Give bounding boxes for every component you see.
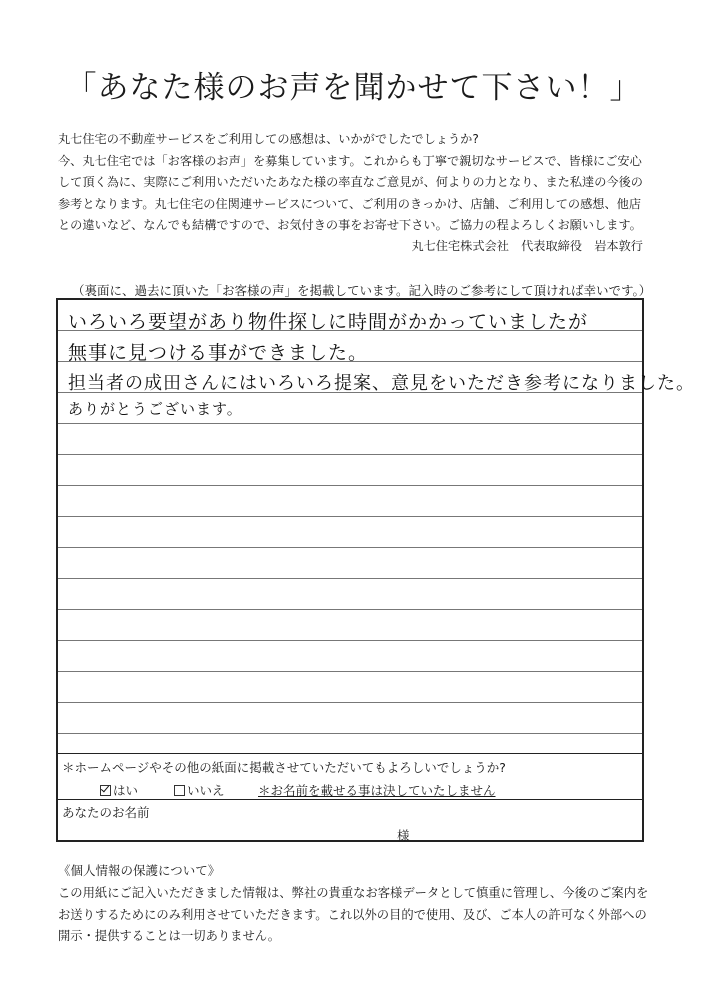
ruled-line: [58, 547, 642, 548]
ruled-line: [58, 640, 642, 641]
ruled-line: [58, 702, 642, 703]
checkbox-checked-icon[interactable]: [100, 785, 111, 796]
publish-consent-question: ＊ホームページやその他の紙面に掲載させていただいてもよろしいでしょうか?: [62, 760, 506, 775]
page-title: 「あなた様のお声を聞かせて下さい！」: [65, 70, 642, 106]
reference-note: （裏面に、過去に頂いた「お客様の声」を掲載しています。記入時のご参考にして頂ければ幸いです。）: [72, 283, 652, 298]
consent-yes-option[interactable]: [100, 781, 138, 799]
ruled-line: [58, 485, 642, 486]
ruled-line: [58, 733, 642, 734]
intro-line: との違いなど、なんでも結構ですので、お気付きの事をお寄せ下さい。ご協力の程よろしくお願いします。: [58, 218, 642, 232]
ruled-line: [58, 423, 642, 424]
intro-line: 今、丸七住宅では「お客様のお声」を募集しています。これからも丁寧で親切なサービスで、皆様にご安心: [58, 153, 642, 168]
ruled-line: [58, 578, 642, 579]
privacy-line: この用紙にご記入いただきました情報は、弊社の貴重なお客様データとして慎重に管理し、今後のご案内を: [58, 886, 649, 900]
intro-line: 丸七住宅の不動産サービスをご利用しての感想は、いかがでしたでしょうか?: [58, 132, 479, 146]
handwritten-line: いろいろ要望があり物件探しに時間がかかっていましたが: [68, 311, 589, 333]
consent-no-label: いいえ: [187, 783, 225, 798]
intro-line: 参考となります。丸七住宅の住関連サービスについて、ご利用のきっかけ、店舗、ご利用しての感想、他店: [58, 196, 642, 211]
name-privacy-note: ＊お名前を載せる事は決していたしません: [258, 783, 496, 798]
checkbox-icon[interactable]: [174, 785, 185, 796]
ruled-line: [58, 454, 642, 455]
consent-yes-label: はい: [113, 783, 139, 798]
name-label: あなたのお名前: [62, 805, 150, 820]
intro-line: して頂く為に、実際にご利用いただいたあなた様の率直なご意見が、何よりの力となり、また私達の今後の: [58, 175, 643, 189]
company-signature: 丸七住宅株式会社 代表取締役 岩本敦行: [411, 239, 643, 253]
feedback-form-box: [56, 298, 695, 843]
privacy-title: 《個人情報の保護について》: [58, 863, 221, 878]
privacy-line: 開示・提供することは一切ありません。: [58, 929, 281, 943]
privacy-line: お送りするためにのみ利用させていただきます。これ以外の目的で使用、及び、ご本人の許可なく外部への: [58, 907, 647, 922]
handwritten-line: ありがとうございます。: [68, 400, 243, 418]
section-divider: [58, 753, 642, 754]
ruled-line: [58, 609, 642, 610]
section-divider: [58, 799, 642, 800]
intro-text: [58, 129, 658, 237]
privacy-text: [58, 883, 678, 948]
ruled-line: [58, 516, 642, 517]
handwritten-line: 担当者の成田さんにはいろいろ提案、意見をいただき参考になりました。: [68, 373, 695, 394]
handwritten-line: 無事に見つける事ができました。: [68, 342, 369, 364]
consent-no-option[interactable]: [174, 781, 225, 799]
name-suffix: 様: [397, 828, 410, 843]
ruled-line: [58, 671, 642, 672]
